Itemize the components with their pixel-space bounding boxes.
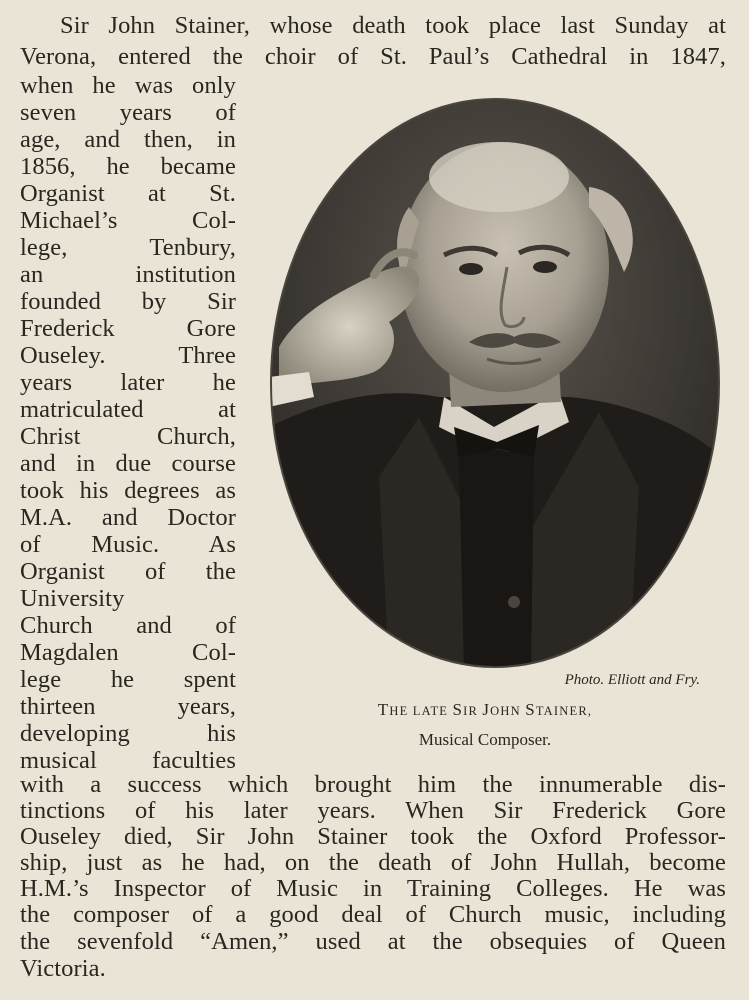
- article-line-23: Church and of: [20, 612, 236, 639]
- article-line-14: years later he: [20, 369, 236, 396]
- article-line-2: Verona, entered the choir of St. Paul’s Cathedral in 1847,: [20, 43, 726, 70]
- caption-part: S: [452, 700, 464, 719]
- article-line-29: with a success which brought him the innumerable dis-: [20, 771, 726, 798]
- article-line-5: age, and then, in: [20, 126, 236, 153]
- article-line-1: Sir John Stainer, whose death took place last Sunday at: [60, 12, 726, 39]
- article-line-26: thirteen years,: [20, 693, 236, 720]
- article-line-16: Christ Church,: [20, 423, 236, 450]
- portrait-illustration: [269, 97, 721, 669]
- caption-part: J: [482, 700, 491, 719]
- caption-part: IR: [463, 704, 483, 718]
- article-line-12: Frederick Gore: [20, 315, 236, 342]
- article-line-31: Ouseley died, Sir John Stainer took the Oxford Professor-: [20, 823, 726, 850]
- article-line-32: ship, just as he had, on the death of John Hullah, become: [20, 849, 726, 876]
- article-line-34: the composer of a good deal of Church music, including: [20, 901, 726, 928]
- article-line-20: of Music. As: [20, 531, 236, 558]
- article-line-27: developing his: [20, 720, 236, 747]
- caption-part: OHN: [490, 704, 526, 718]
- article-line-4: seven years of: [20, 99, 236, 126]
- caption-part: HE LATE: [389, 704, 453, 718]
- article-line-28: musical faculties: [20, 747, 236, 774]
- article-line-8: Michael’s Col-: [20, 207, 236, 234]
- article-line-25: lege he spent: [20, 666, 236, 693]
- article-line-9: lege, Tenbury,: [20, 234, 236, 261]
- article-line-22: University: [20, 585, 125, 612]
- article-line-11: founded by Sir: [20, 288, 236, 315]
- caption-part: T: [377, 700, 390, 719]
- article-line-6: 1856, he became: [20, 153, 236, 180]
- article-line-19: M.A. and Doctor: [20, 504, 236, 531]
- article-line-30: tinctions of his later years. When Sir Frederick Gore: [20, 797, 726, 824]
- article-line-33: H.M.’s Inspector of Music in Training Colleges. He was: [20, 875, 726, 902]
- photo-caption: [300, 700, 670, 720]
- article-line-18: took his degrees as: [20, 477, 236, 504]
- article-line-13: Ouseley. Three: [20, 342, 236, 369]
- article-line-35: the sevenfold “Amen,” used at the obsequies of Queen: [20, 928, 726, 955]
- article-line-17: and in due course: [20, 450, 236, 477]
- portrait-photo: [269, 97, 721, 669]
- article-line-7: Organist at St.: [20, 180, 236, 207]
- photo-subtitle: Musical Composer.: [418, 730, 552, 749]
- article-line-24: Magdalen Col-: [20, 639, 236, 666]
- article-line-15: matriculated at: [20, 396, 236, 423]
- photo-credit: Photo. Elliott and Fry.: [564, 672, 700, 688]
- caption-part: S: [525, 700, 536, 719]
- article-line-21: Organist of the: [20, 558, 236, 585]
- article-line-10: an institution: [20, 261, 236, 288]
- article-line-36: Victoria.: [20, 955, 106, 982]
- article-line-3: when he was only: [20, 72, 236, 99]
- caption-part: TAINER,: [535, 704, 593, 718]
